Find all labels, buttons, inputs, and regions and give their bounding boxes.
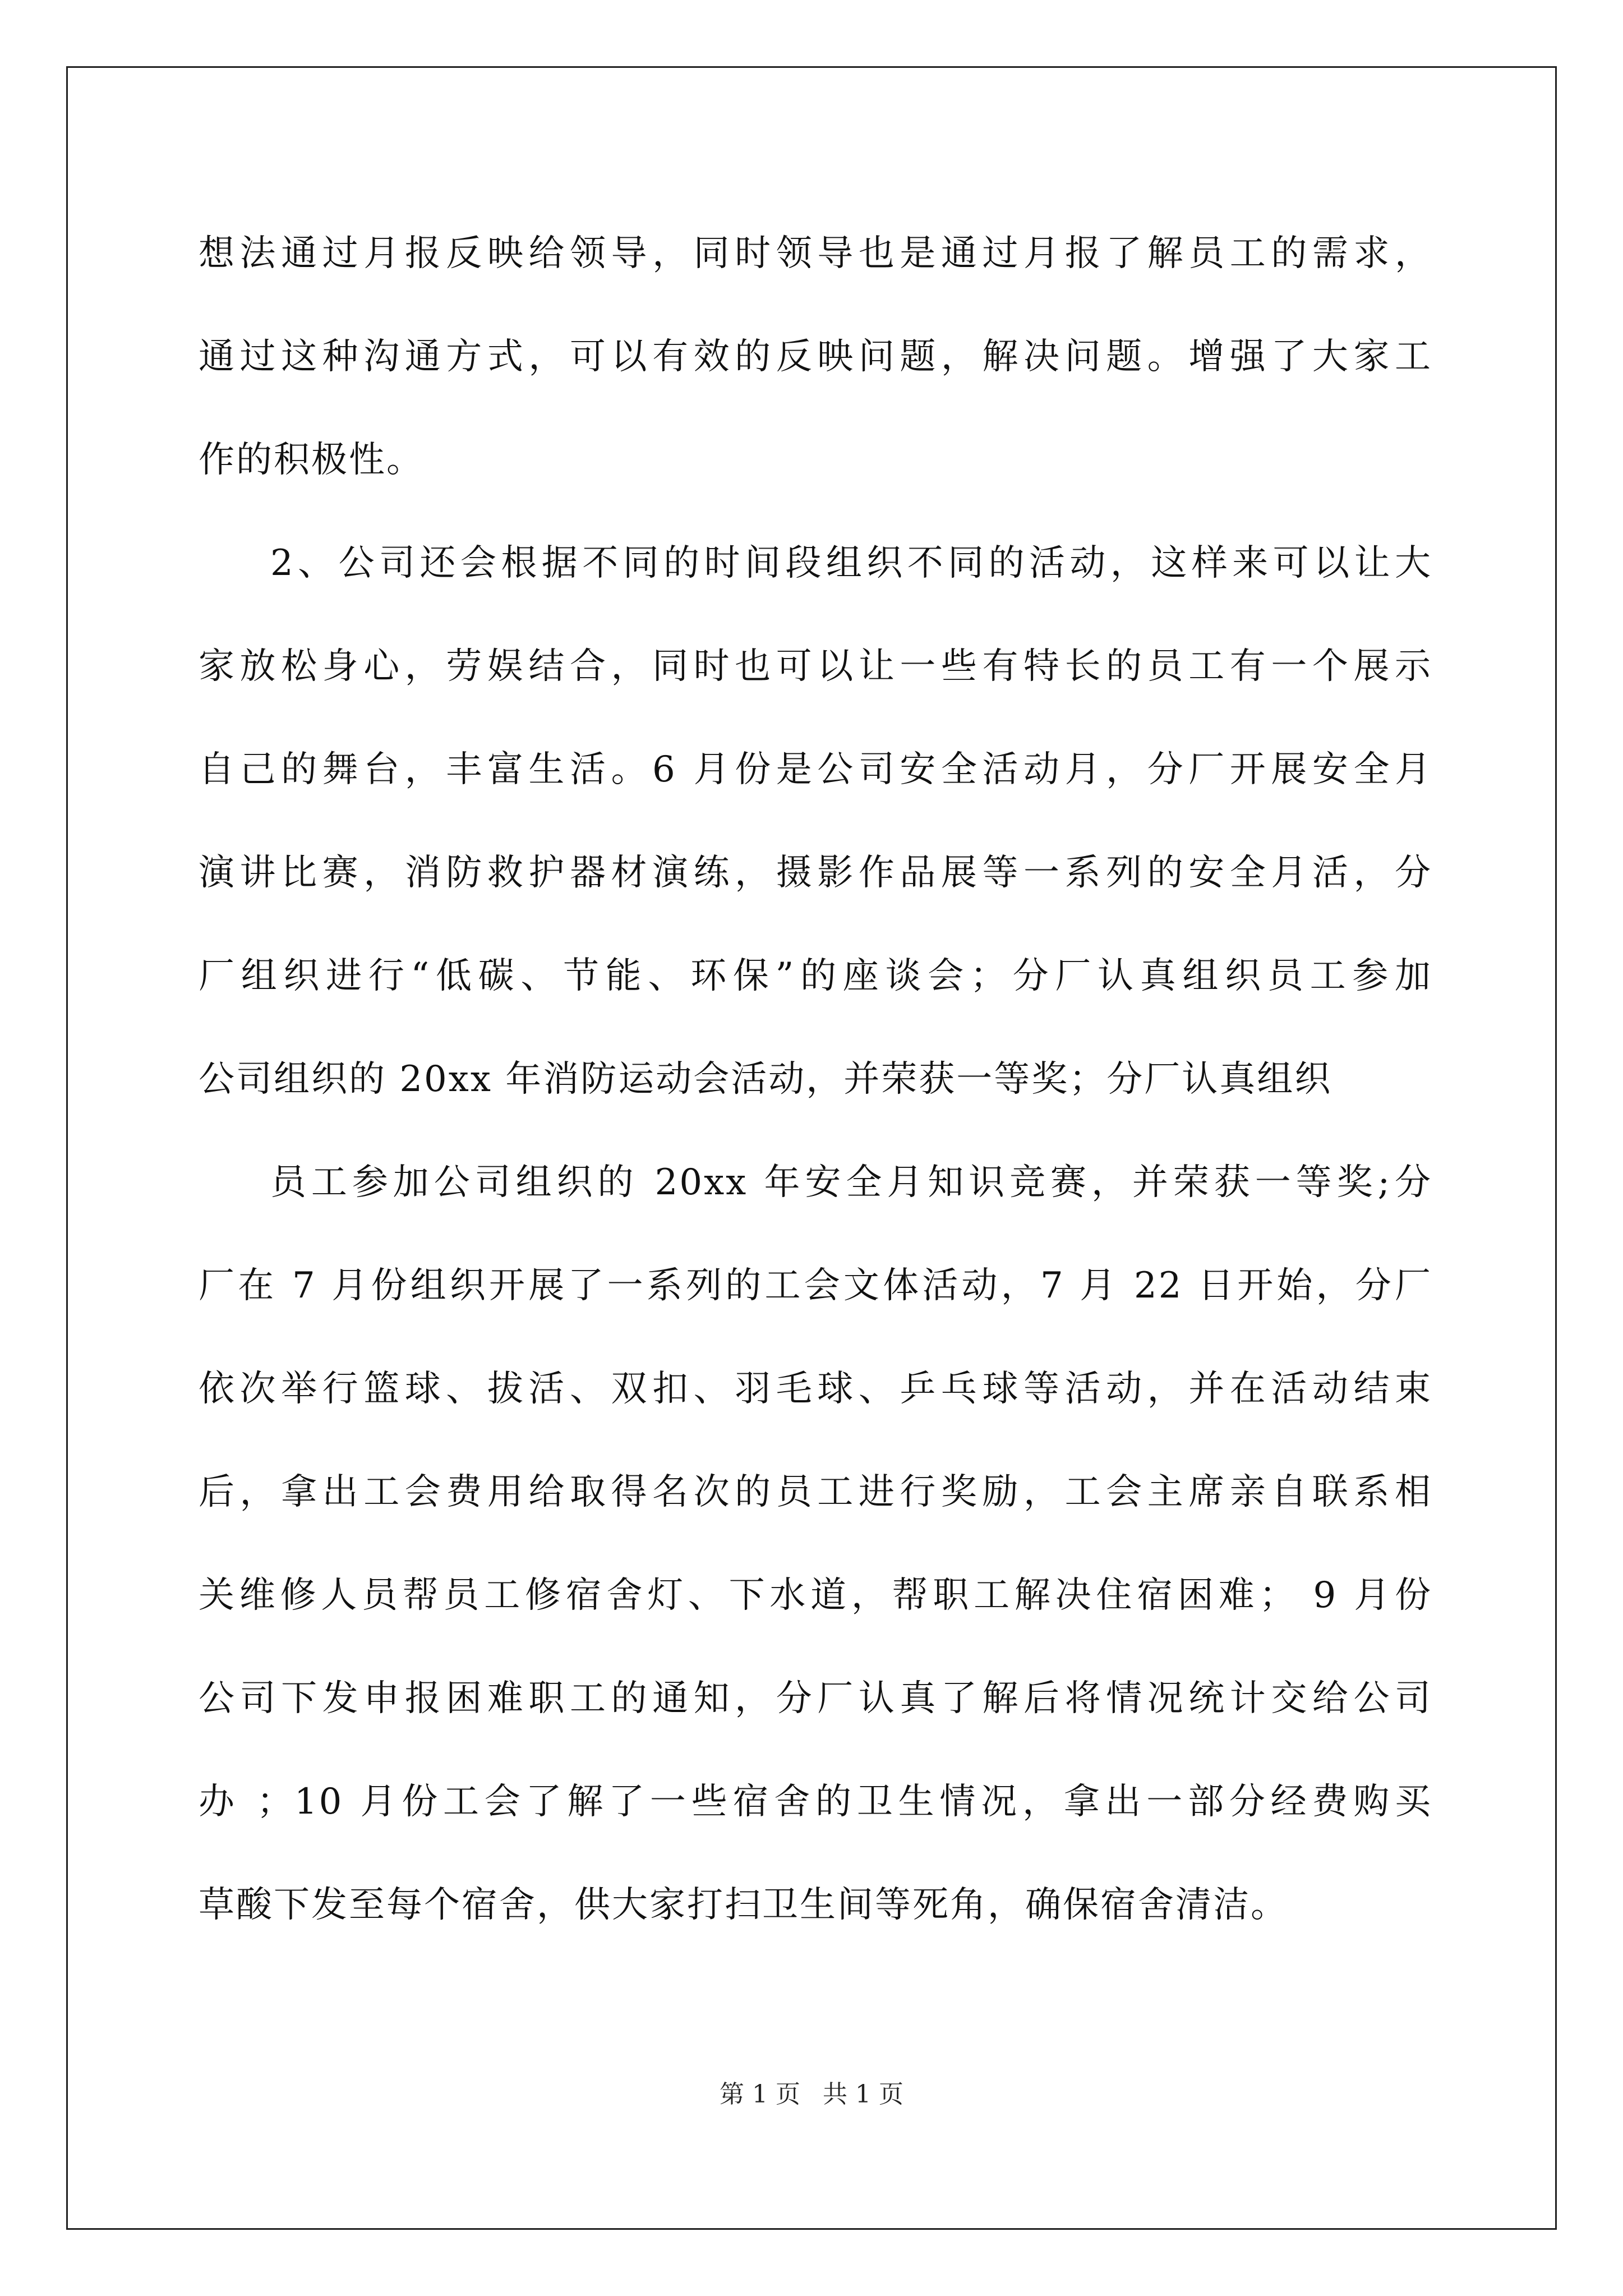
page-footer [0,2078,1623,2111]
text-line: 公司组织的 20xx 年消防运动会活动，并荣获一等奖；分厂认真组织 [199,1059,1332,1100]
text-line: 2、公司还会根据不同的时间段组织不同的活动，这样来可以让大 [270,542,1432,584]
text-line: 自己的舞台，丰富生活。6 月份是公司安全活动月，分厂开展安全月 [199,749,1432,790]
text-line: 想法通过月报反映给领导，同时领导也是通过月报了解员工的需求， [199,233,1432,274]
text-line: 厂在 7 月份组织开展了一系列的工会文体活动，7 月 22 日开始，分厂 [199,1265,1432,1306]
text-line: 演讲比赛，消防救护器材演练，摄影作品展等一系列的安全月活，分 [199,852,1432,894]
text-line: 办 ；10 月份工会了解了一些宿舍的卫生情况，拿出一部分经费购买 [199,1781,1432,1823]
page-total: 共 1 页 [823,2080,903,2109]
document-body [199,202,1432,1957]
text-line: 关维修人员帮员工修宿舍灯、下水道，帮职工解决住宿困难； 9 月份 [199,1575,1432,1616]
page-number: 第 1 页 [720,2080,800,2109]
text-line: 家放松身心，劳娱结合，同时也可以让一些有特长的员工有一个展示 [199,646,1432,687]
text-line: 通过这种沟通方式，可以有效的反映问题，解决问题。增强了大家工 [199,336,1432,378]
text-line: 员工参加公司组织的 20xx 年安全月知识竞赛，并荣获一等奖;分 [270,1162,1432,1203]
text-line: 依次举行篮球、拔活、双扣、羽毛球、乒乓球等活动，并在活动结束 [199,1368,1432,1410]
text-line: 草酸下发至每个宿舍，供大家打扫卫生间等死角，确保宿舍清洁。 [199,1884,1288,1926]
text-line: 后，拿出工会费用给取得名次的员工进行奖励，工会主席亲自联系相 [199,1471,1432,1513]
text-line: 公司下发申报困难职工的通知，分厂认真了解后将情况统计交给公司 [199,1678,1432,1719]
text-line: 厂组织进行“低碳、节能、环保”的座谈会；分厂认真组织员工参加 [199,955,1432,997]
text-line: 作的积极性。 [199,439,424,481]
